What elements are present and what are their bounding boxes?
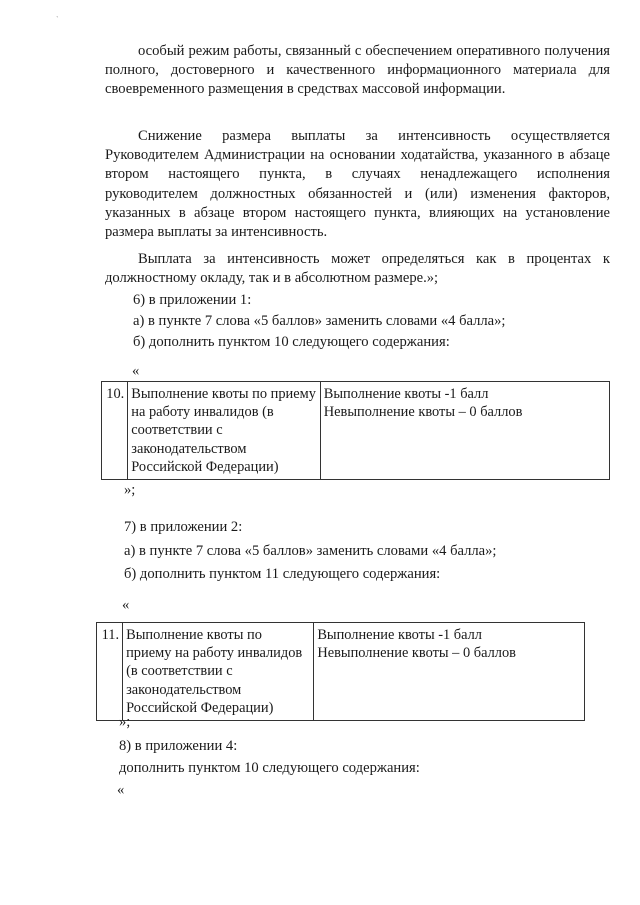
paragraph-intro-continuation — [105, 42, 610, 100]
section-7-close-quote: »; — [119, 714, 131, 730]
section-6-item-a: а) в пункте 7 слова «5 баллов» заменить словами «4 балла»; — [133, 313, 506, 329]
row-number: 11. — [97, 623, 123, 721]
section-7-open-quote: « — [122, 597, 130, 613]
section-6-close-quote: »; — [124, 482, 136, 498]
section-6-table — [101, 381, 610, 480]
section-8-item: дополнить пунктом 10 следующего содержания: — [119, 760, 420, 776]
criterion-cell: Выполнение квоты по приему на работу инвалидов (в соответствии с законодательством Российской Федерации) — [123, 623, 314, 721]
section-7-item-a: а) в пункте 7 слова «5 баллов» заменить словами «4 балла»; — [124, 543, 497, 559]
score-met: Выполнение квоты -1 балл — [323, 386, 489, 402]
paragraph-reduction: Снижение размера выплаты за интенсивность осуществляется Руководителем Администрации на основании ходатайства, указанного в абзаце втором настоящего пункта, в случаях ненадлежащего исполнения руководителем должностных обязанностей и (или) изменения факторов, указанных в абзаце втором настоящего пункта, влияющих на установление размера выплаты за интенсивность. — [105, 128, 610, 241]
table-row — [97, 623, 585, 721]
score-not-met: Невыполнение квоты – 0 баллов — [317, 645, 516, 662]
score-cell — [320, 382, 609, 480]
section-6-item-b: б) дополнить пунктом 10 следующего содержания: — [133, 334, 450, 350]
score-cell — [314, 623, 585, 721]
section-8-heading: 8) в приложении 4: — [119, 738, 238, 754]
row-number: 10. — [102, 382, 128, 480]
score-met: Выполнение квоты -1 балл — [317, 627, 482, 643]
section-6-heading: 6) в приложении 1: — [133, 292, 252, 308]
criterion-cell: Выполнение квоты по приему на работу инвалидов (в соответствии с законодательством Российской Федерации) — [128, 382, 320, 480]
section-7-heading: 7) в приложении 2: — [124, 519, 243, 535]
paragraph-text: особый режим работы, связанный с обеспечением оперативного получения полного, достоверного и качественного информационного материала для своевременного размещения в средствах массовой информации. — [105, 43, 610, 98]
section-7-table — [96, 622, 585, 721]
section-8-open-quote: « — [117, 782, 125, 798]
score-not-met: Невыполнение квоты – 0 баллов — [323, 404, 523, 421]
section-6-open-quote: « — [132, 363, 140, 379]
paragraph-intensity-payment: Выплата за интенсивность может определяться как в процентах к должностному окладу, так и в абсолютном размере.»; — [105, 251, 610, 287]
table-row — [102, 382, 610, 480]
scan-mark: ˋ — [56, 15, 59, 24]
section-7-item-b: б) дополнить пунктом 11 следующего содержания: — [124, 566, 441, 582]
